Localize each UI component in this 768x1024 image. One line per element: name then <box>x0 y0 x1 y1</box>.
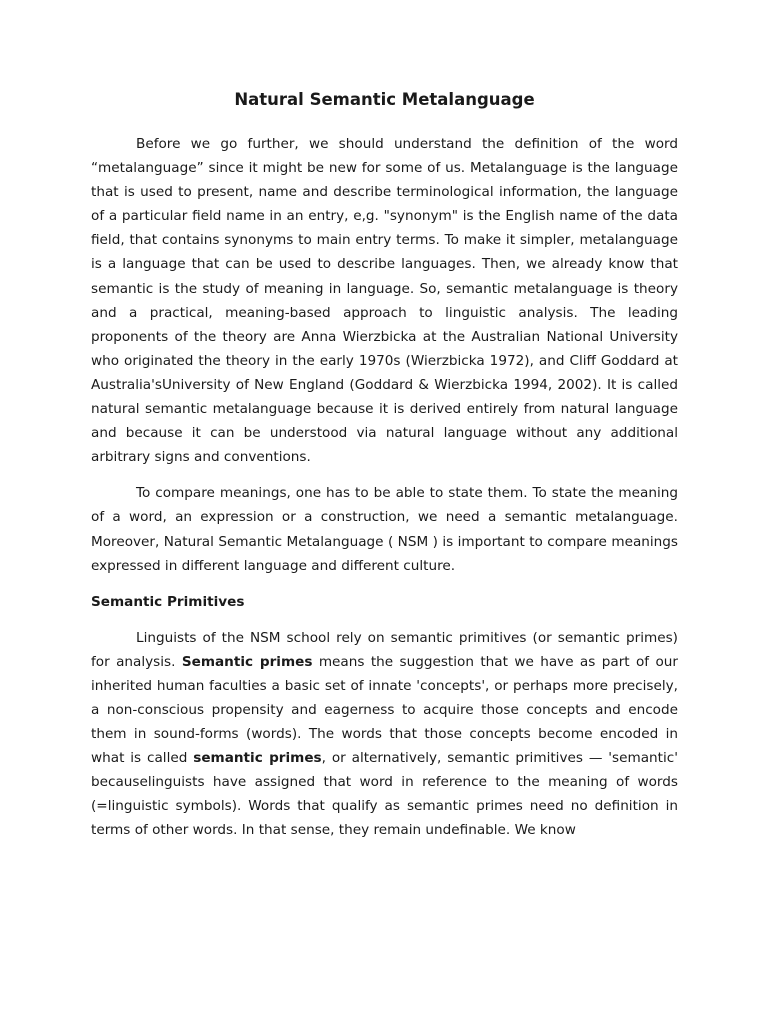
paragraph-metalanguage-definition: Before we go further, we should understand the definition of the word “metalanguage” since it might be new for some of us. Metalanguage is the language that is used to present, name and describe terminological information, the language of a particular field name in an entry, e,g. "synonym" is the English name of the data field, that contains synonyms to main entry terms. To make it simpler, metalanguage is a language that can be used to describe languages. Then, we already know that semantic is the study of meaning in language. So, semantic metalanguage is theory and a practical, meaning-based approach to linguistic analysis. The leading proponents of the theory are Anna Wierzbicka at the Australian National University who originated the theory in the early 1970s (Wierzbicka 1972), and Cliff Goddard at Australia'sUniversity of New England (Goddard & Wierzbicka 1994, 2002). It is called natural semantic metalanguage because it is derived entirely from natural language and because it can be understood via natural language without any additional arbitrary signs and conventions. <box>91 136 678 466</box>
section-heading-semantic-primitives: Semantic Primitives <box>91 593 245 610</box>
bold-term: semantic primes <box>193 750 322 767</box>
bold-term: Semantic primes <box>181 653 313 670</box>
document-page <box>91 88 678 855</box>
text-run: Linguists of the NSM school rely on semantic primitives (or semantic primes) for analysis. <box>91 629 678 670</box>
document-title: Natural Semantic Metalanguage <box>234 90 535 109</box>
text-run: means the suggestion that we have as part of our inherited human faculties a basic set of innate 'concepts', or perhaps more precisely, a non-conscious propensity and eagerness to acquire those concepts and encode them in sound-forms (words). The words that those concepts become encoded in what is called <box>91 653 678 767</box>
paragraph-compare-meanings: To compare meanings, one has to be able to state them. To state the meaning of a word, an expression or a construction, we need a semantic metalanguage. Moreover, Natural Semantic Metalanguage ( NSM ) is important to compare meanings expressed in different language and different culture. <box>91 485 678 574</box>
paragraph-semantic-primes <box>91 626 678 843</box>
text-run: , or alternatively, semantic primitives — 'semantic' becauselinguists have assigned that word in reference to the meaning of words (=linguistic symbols). Words that qualify as semantic primes need no definition in terms of other words. In that sense, they remain undefinable. We know <box>91 750 678 839</box>
